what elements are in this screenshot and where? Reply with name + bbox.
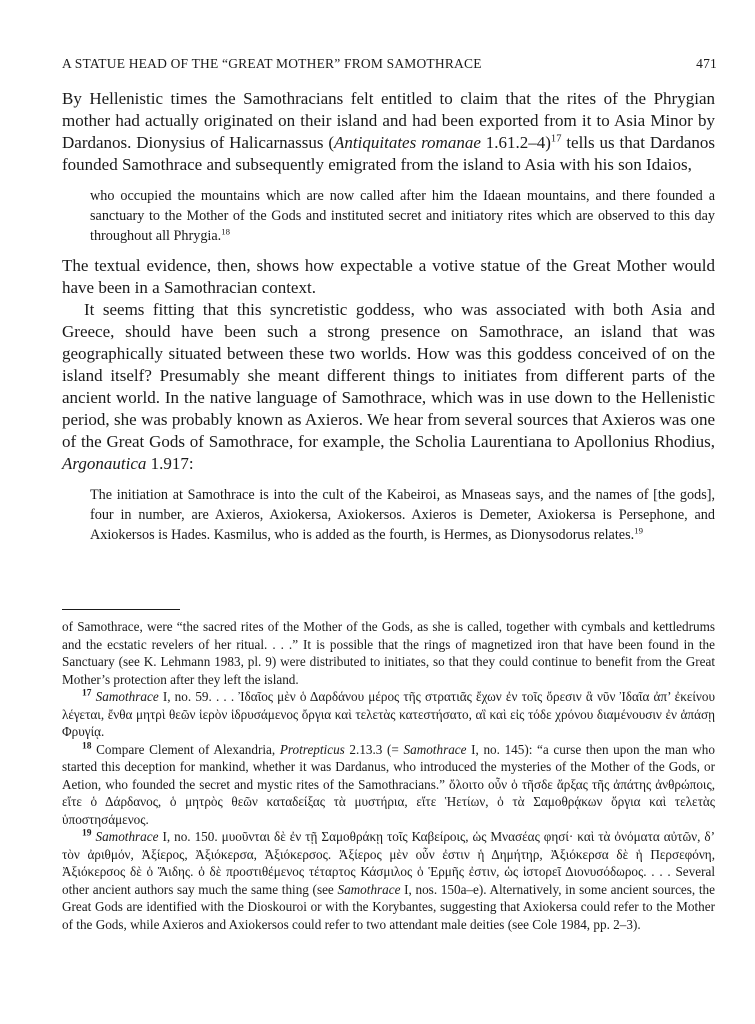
- footnote-19-number: 19: [82, 828, 92, 839]
- footnote-17-italic: Samothrace: [95, 689, 159, 704]
- paragraph-3: [62, 299, 715, 475]
- note-ref-18: 18: [221, 226, 231, 237]
- paragraph-1-text-a: By Hellenistic times the Samothracians felt entitled to claim that the rites of the Phrygian mother had actually originated on their island and had been exported from it to Asia Minor by Dardanos. Dionysius of Halicarnassus (: [62, 89, 715, 152]
- footnote-19: [62, 828, 715, 933]
- note-ref-19: 19: [634, 525, 643, 536]
- footnote-19-italic-a: Samothrace: [95, 829, 159, 844]
- main-text: [62, 88, 715, 554]
- paragraph-1-text-c: tells us that Dardanos founded Samothrace and subsequently emigrated from the island to Asia with his son Idaios,: [62, 133, 715, 174]
- footnote-rule: [62, 609, 180, 610]
- work-title-antiquitates: Antiquitates romanae: [334, 133, 481, 152]
- footnote-18-text-c: I, no. 145): “a curse then upon the man who started this deception for mankind, whether it was Dardanus, who introduced the mysteries of the Mother of the Gods, or Aetion, who founded the secret and mystic rites of the Samothracians.” ὄλοιτο οὖν ὁ τῆσδε ἄρξας τῆς ἀπάτης ἀνθρώποις, εἴτε ὁ Δάρδανος, ὁ μητρὸς θεῶν καταδείξας τὰ μυστήρια, εἴτε Ἡετίων, ὁ τὰ Σαμοθρᾴκων ὄργια καὶ τελετὰς ὑποστησάμενος.: [62, 741, 715, 827]
- paragraph-3-text-b: 1.917:: [146, 454, 194, 473]
- footnote-18: [62, 741, 715, 829]
- note-ref-17: 17: [550, 133, 562, 145]
- work-title-argonautica: Argonautica: [62, 454, 147, 473]
- paragraph-1-text-b: 1.61.2–4): [480, 133, 551, 152]
- block-quote-2-text: The initiation at Samothrace is into the cult of the Kabeiroi, as Mnaseas says, and the names of [the gods], four in number, are Axieros, Axiokersa, Axiokersos. Axieros is Demeter, Axiokersa is Persephone, and Axiokersos is Hades. Kasmilus, who is added as the fourth, is Hermes, as Dionysodorus relates.: [90, 487, 715, 543]
- running-header: [62, 56, 717, 72]
- footnote-17: [62, 688, 715, 741]
- footnote-19-italic-b: Samothrace: [337, 881, 401, 897]
- running-title: A STATUE HEAD OF THE “GREAT MOTHER” FROM SAMOTHRACE: [62, 56, 482, 71]
- footnote-19-text-b: I, nos. 150a–e). Alternatively, in some ancient sources, the Great Gods are identified with the Dioskouroi or with the Korybantes, suggesting that Axiokersa could refer to the Mother of the Gods, while Axieros and Axiokersos could refer to two attendant male deities (see Cole 1984, pp. 2–3).: [62, 881, 715, 932]
- block-quote-1: [90, 186, 715, 246]
- footnote-17-text: I, no. 59. . . . Ἰδαῖος μὲν ὁ Δαρδάνου μέρος τῆς στρατιᾶς ἔχων ἐν τοῖς ὄρεσιν ἃ νῦν Ἰδαῖα ἀπ’ ἐκείνου λέγεται, ἔνθα μητρὶ θεῶν ἱερὸν ἱδρυσάμενος ὄργια καὶ τελετὰς κατεστήσατο, αἳ καὶ εἰς τόδε χρόνου διαμένουσιν ἐν ἁπάσῃ Φρυγίᾳ.: [62, 689, 716, 739]
- footnote-18-italic-b: Samothrace: [403, 741, 467, 757]
- page-number: 471: [696, 56, 717, 71]
- paragraph-3-text-a: It seems fitting that this syncretistic goddess, who was associated with both Asia and Greece, should have been such a strong presence on Samothrace, an island that was geographically situated between these two worlds. How was this goddess conceived of on the island itself? Presumably she meant different things to initiates from different parts of the ancient world. In the native language of Samothrace, which was in use down to the Hellenistic period, she was probably known as Axieros. We hear from several sources that Axieros was one of the Great Gods of Samothrace, for example, the Scholia Laurentiana to Apollonius Rhodius,: [62, 300, 715, 451]
- footnote-18-text-b: 2.13.3 (=: [344, 741, 404, 757]
- footnote-18-number: 18: [82, 741, 92, 752]
- footnote-continuation: of Samothrace, were “the sacred rites of the Mother of the Gods, as she is called, together with cymbals and kettledrums and the ecstatic revelers of her ritual. . . .” It is possible that the rings of magnetized iron that have been found in the Sanctuary (see K. Lehmann 1983, pl. 9) were distributed to initiates, so that they could continue to benefit from the Great Mother’s protection after they left the island.: [62, 619, 715, 687]
- paragraph-1: [62, 88, 715, 176]
- footnotes: [62, 618, 715, 933]
- footnote-17-number: 17: [82, 688, 92, 699]
- footnote-19-text-a: I, no. 150. μυοῦνται δὲ ἐν τῇ Σαμοθράκῃ τοῖς Καβείροις, ὡς Μνασέας φησί· καὶ τὰ ὀνόματα αὐτῶν, δ’ τὸν ἀριθμόν, Ἀξίερος, Ἀξιόκερσα, Ἀξιόκερσος. Ἀξίερος μὲν οὖν ἐστιν ἡ Δημήτηρ, Ἀξιόκερσα δὲ ἡ Περσεφόνη, Ἀξιόκερσος δὲ ὁ Ἅιδης. ὁ δὲ προστιθέμενος τέταρτος Κάσμιλος ὁ Ἑρμῆς ἐστιν, ὡς ἱστορεῖ Διονυσόδωρος. . . . Several other ancient authors say much the same thing (see: [62, 829, 715, 897]
- block-quote-2: [90, 485, 715, 545]
- block-quote-1-text: who occupied the mountains which are now called after him the Idaean mountains, and there founded a sanctuary to the Mother of the Gods and instituted secret and initiatory rites which are observed to this day throughout all Phrygia.: [90, 188, 715, 244]
- footnote-18-text-a: Compare Clement of Alexandria,: [96, 741, 280, 757]
- footnote-18-italic-a: Protrepticus: [279, 741, 345, 757]
- paragraph-2: The textual evidence, then, shows how expectable a votive statue of the Great Mother would have been in a Samothracian context.: [62, 256, 715, 297]
